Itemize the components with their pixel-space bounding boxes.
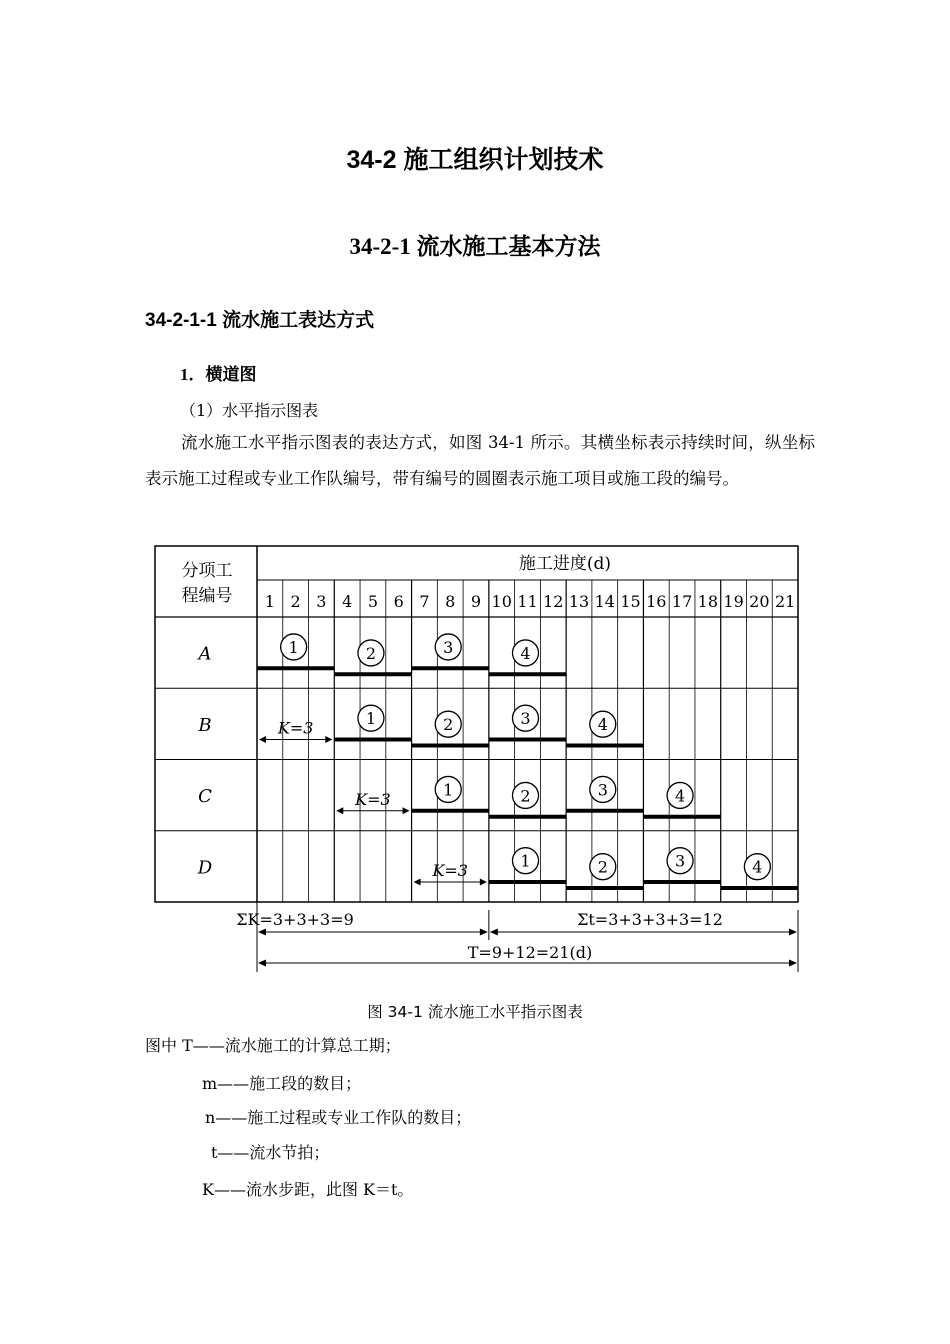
section-heading: 34-2 施工组织计划技术: [346, 146, 604, 174]
day-tick-label: 21: [774, 592, 796, 611]
day-tick-label: 4: [342, 592, 353, 611]
k-step-label: K=3: [277, 718, 314, 738]
day-tick-label: 14: [594, 592, 615, 611]
sum-k-label: ΣK=3+3+3=9: [236, 910, 354, 929]
legend-item: K——流水步距，此图 K＝t。: [202, 1180, 414, 1199]
segment-number: 3: [443, 637, 454, 657]
sum-t-label: Σt=3+3+3+3=12: [577, 910, 723, 929]
segment-number: 2: [365, 643, 377, 663]
segment-number: 3: [520, 709, 531, 729]
subsubsection-heading: 34-2-1-1 流水施工表达方式: [145, 310, 375, 331]
day-tick-label: 18: [697, 592, 719, 611]
row-label: D: [197, 857, 213, 879]
day-tick-label: 15: [620, 592, 641, 611]
day-tick-label: 12: [543, 592, 564, 611]
legend-item: n——施工过程或专业工作队的数目；: [205, 1108, 472, 1127]
day-tick-label: 20: [749, 592, 770, 611]
dimension-arrowhead: [258, 960, 266, 967]
k-arrowhead: [325, 736, 332, 743]
header-left-line1: 分项工: [181, 561, 233, 581]
day-tick-label: 11: [517, 592, 538, 611]
header-progress: 施工进度(d): [518, 554, 612, 574]
legend-item: m——施工段的数目；: [202, 1074, 362, 1093]
legend-item: t——流水节拍；: [211, 1143, 330, 1162]
dimension-arrowhead: [789, 960, 797, 967]
gantt-figure: [150, 540, 805, 985]
row-label: C: [198, 786, 212, 808]
total-duration-label: T=9+12=21(d): [467, 943, 593, 962]
dimension-arrowhead: [258, 929, 266, 936]
segment-number: 3: [597, 780, 608, 800]
body-paragraph: 流水施工水平指示图表的表达方式，如图 34-1 所示。其横坐标表示持续时间，纵坐标表示施工过程或专业工作队编号，带有编号的圆圈表示施工项目或施工段的编号。: [145, 433, 815, 488]
k-arrowhead: [414, 879, 421, 886]
day-tick-label: 19: [723, 592, 744, 611]
day-tick-label: 10: [491, 592, 512, 611]
figure-caption: 图 34-1 流水施工水平指示图表: [367, 1003, 583, 1021]
segment-number: 3: [674, 851, 686, 871]
segment-number: 2: [520, 786, 531, 806]
legend-item: 图中 T——流水施工的计算总工期；: [145, 1036, 401, 1055]
segment-number: 1: [365, 709, 377, 729]
item-heading: 1．横道图: [180, 365, 257, 384]
day-tick-label: 5: [367, 592, 379, 611]
day-tick-label: 13: [568, 592, 590, 611]
day-tick-label: 3: [316, 592, 327, 611]
day-tick-label: 6: [393, 592, 404, 611]
day-tick-label: 8: [445, 592, 456, 611]
k-step-label: K=3: [355, 789, 391, 809]
day-tick-label: 17: [671, 592, 693, 611]
segment-number: 2: [597, 857, 608, 877]
segment-number: 1: [443, 780, 454, 800]
day-tick-label: 7: [419, 592, 430, 611]
header-left-line2: 程编号: [181, 586, 233, 606]
day-tick-label: 16: [646, 592, 667, 611]
subitem-heading: （1）水平指示图表: [180, 401, 319, 420]
segment-number: 4: [674, 786, 686, 806]
k-step-label: K=3: [432, 861, 468, 881]
k-arrowhead: [259, 736, 266, 743]
segment-number: 1: [288, 637, 299, 657]
segment-number: 4: [752, 857, 763, 877]
k-arrowhead: [403, 807, 410, 814]
segment-number: 1: [520, 851, 531, 871]
row-label: A: [198, 643, 212, 665]
day-tick-label: 9: [470, 592, 482, 611]
dimension-arrowhead: [480, 929, 488, 936]
segment-number: 4: [597, 715, 608, 735]
day-tick-label: 1: [264, 592, 275, 611]
dimension-arrowhead: [789, 929, 797, 936]
gantt-chart: [150, 540, 805, 980]
day-tick-label: 2: [290, 592, 301, 611]
k-arrowhead: [336, 807, 343, 814]
row-label: B: [198, 714, 212, 736]
segment-number: 2: [443, 715, 454, 735]
segment-number: 4: [520, 643, 531, 663]
subsection-heading: 34-2-1 流水施工基本方法: [349, 234, 601, 259]
k-arrowhead: [480, 879, 487, 886]
dimension-arrowhead: [490, 929, 498, 936]
